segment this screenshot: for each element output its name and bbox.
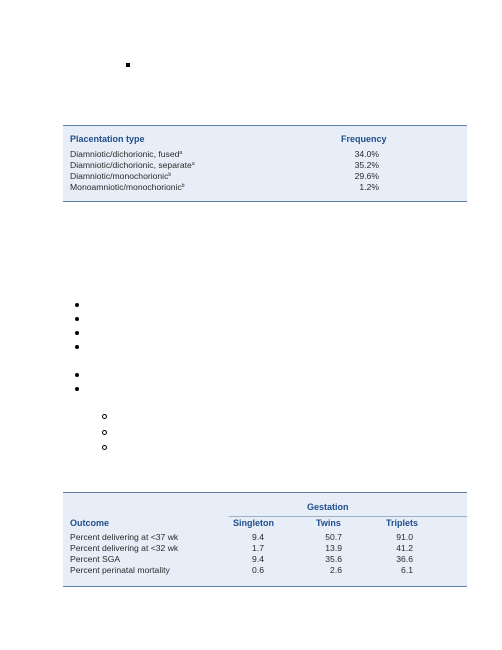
placentation-table <box>63 125 467 202</box>
frequency-cell: 1.2% <box>359 182 379 192</box>
singleton-cell: 9.4 <box>252 532 264 542</box>
outcome-cell: Percent delivering at <37 wk <box>70 532 179 542</box>
sub-bullet-circle-icon <box>102 414 107 419</box>
header-outcome: Outcome <box>70 518 110 528</box>
table-row <box>63 182 467 193</box>
placentation-type-cell: Monoamniotic/monochorionic <box>70 182 182 192</box>
sub-bullet-circle-icon <box>102 445 107 450</box>
sub-bullet-circle-icon <box>102 430 107 435</box>
placentation-type-cell: Diamniotic/monochorionic <box>70 171 169 181</box>
twins-cell: 13.9 <box>325 543 342 553</box>
table-header-row <box>63 134 467 145</box>
frequency-cell: 34.0% <box>354 149 379 159</box>
bullet-dot-icon <box>75 345 79 349</box>
table-row <box>63 532 467 543</box>
placentation-type-cell: Diamniotic/dichorionic, fused <box>70 149 180 159</box>
header-singleton: Singleton <box>233 518 274 528</box>
singleton-cell: 9.4 <box>252 554 264 564</box>
group-divider <box>229 516 467 517</box>
singleton-cell: 1.7 <box>252 543 264 553</box>
bullet-dot-icon <box>75 373 79 377</box>
triplets-cell: 36.6 <box>396 554 413 564</box>
triplets-cell: 6.1 <box>401 565 413 575</box>
header-gestation: Gestation <box>307 502 349 512</box>
header-frequency: Frequency <box>341 134 387 144</box>
table-row <box>63 160 467 171</box>
footnote-marker: a <box>191 161 195 167</box>
twins-cell: 35.6 <box>325 554 342 564</box>
outcome-cell: Percent perinatal mortality <box>70 565 170 575</box>
triplets-cell: 41.2 <box>396 543 413 553</box>
table-header-row <box>63 518 467 529</box>
table-row <box>63 565 467 576</box>
outcome-cell: Percent SGA <box>70 554 121 564</box>
gestation-group-header <box>63 502 467 513</box>
outcome-table <box>63 492 467 587</box>
bullet-dot-icon <box>75 387 79 391</box>
table-row <box>63 149 467 160</box>
singleton-cell: 0.6 <box>252 565 264 575</box>
footnote-marker: a <box>179 150 183 156</box>
square-bullet-icon <box>126 63 130 67</box>
footnote-marker: b <box>181 183 185 189</box>
table-row <box>63 543 467 554</box>
triplets-cell: 91.0 <box>396 532 413 542</box>
twins-cell: 2.6 <box>330 565 342 575</box>
header-twins: Twins <box>316 518 341 528</box>
twins-cell: 50.7 <box>325 532 342 542</box>
frequency-cell: 35.2% <box>354 160 379 170</box>
frequency-cell: 29.6% <box>354 171 379 181</box>
table-row <box>63 171 467 182</box>
bullet-dot-icon <box>75 331 79 335</box>
footnote-marker: b <box>168 172 172 178</box>
bullet-dot-icon <box>75 303 79 307</box>
outcome-cell: Percent delivering at <32 wk <box>70 543 179 553</box>
header-triplets: Triplets <box>386 518 419 528</box>
header-placentation-type: Placentation type <box>70 134 145 144</box>
table-row <box>63 554 467 565</box>
placentation-type-cell: Diamniotic/dichorionic, separate <box>70 160 192 170</box>
bullet-dot-icon <box>75 317 79 321</box>
